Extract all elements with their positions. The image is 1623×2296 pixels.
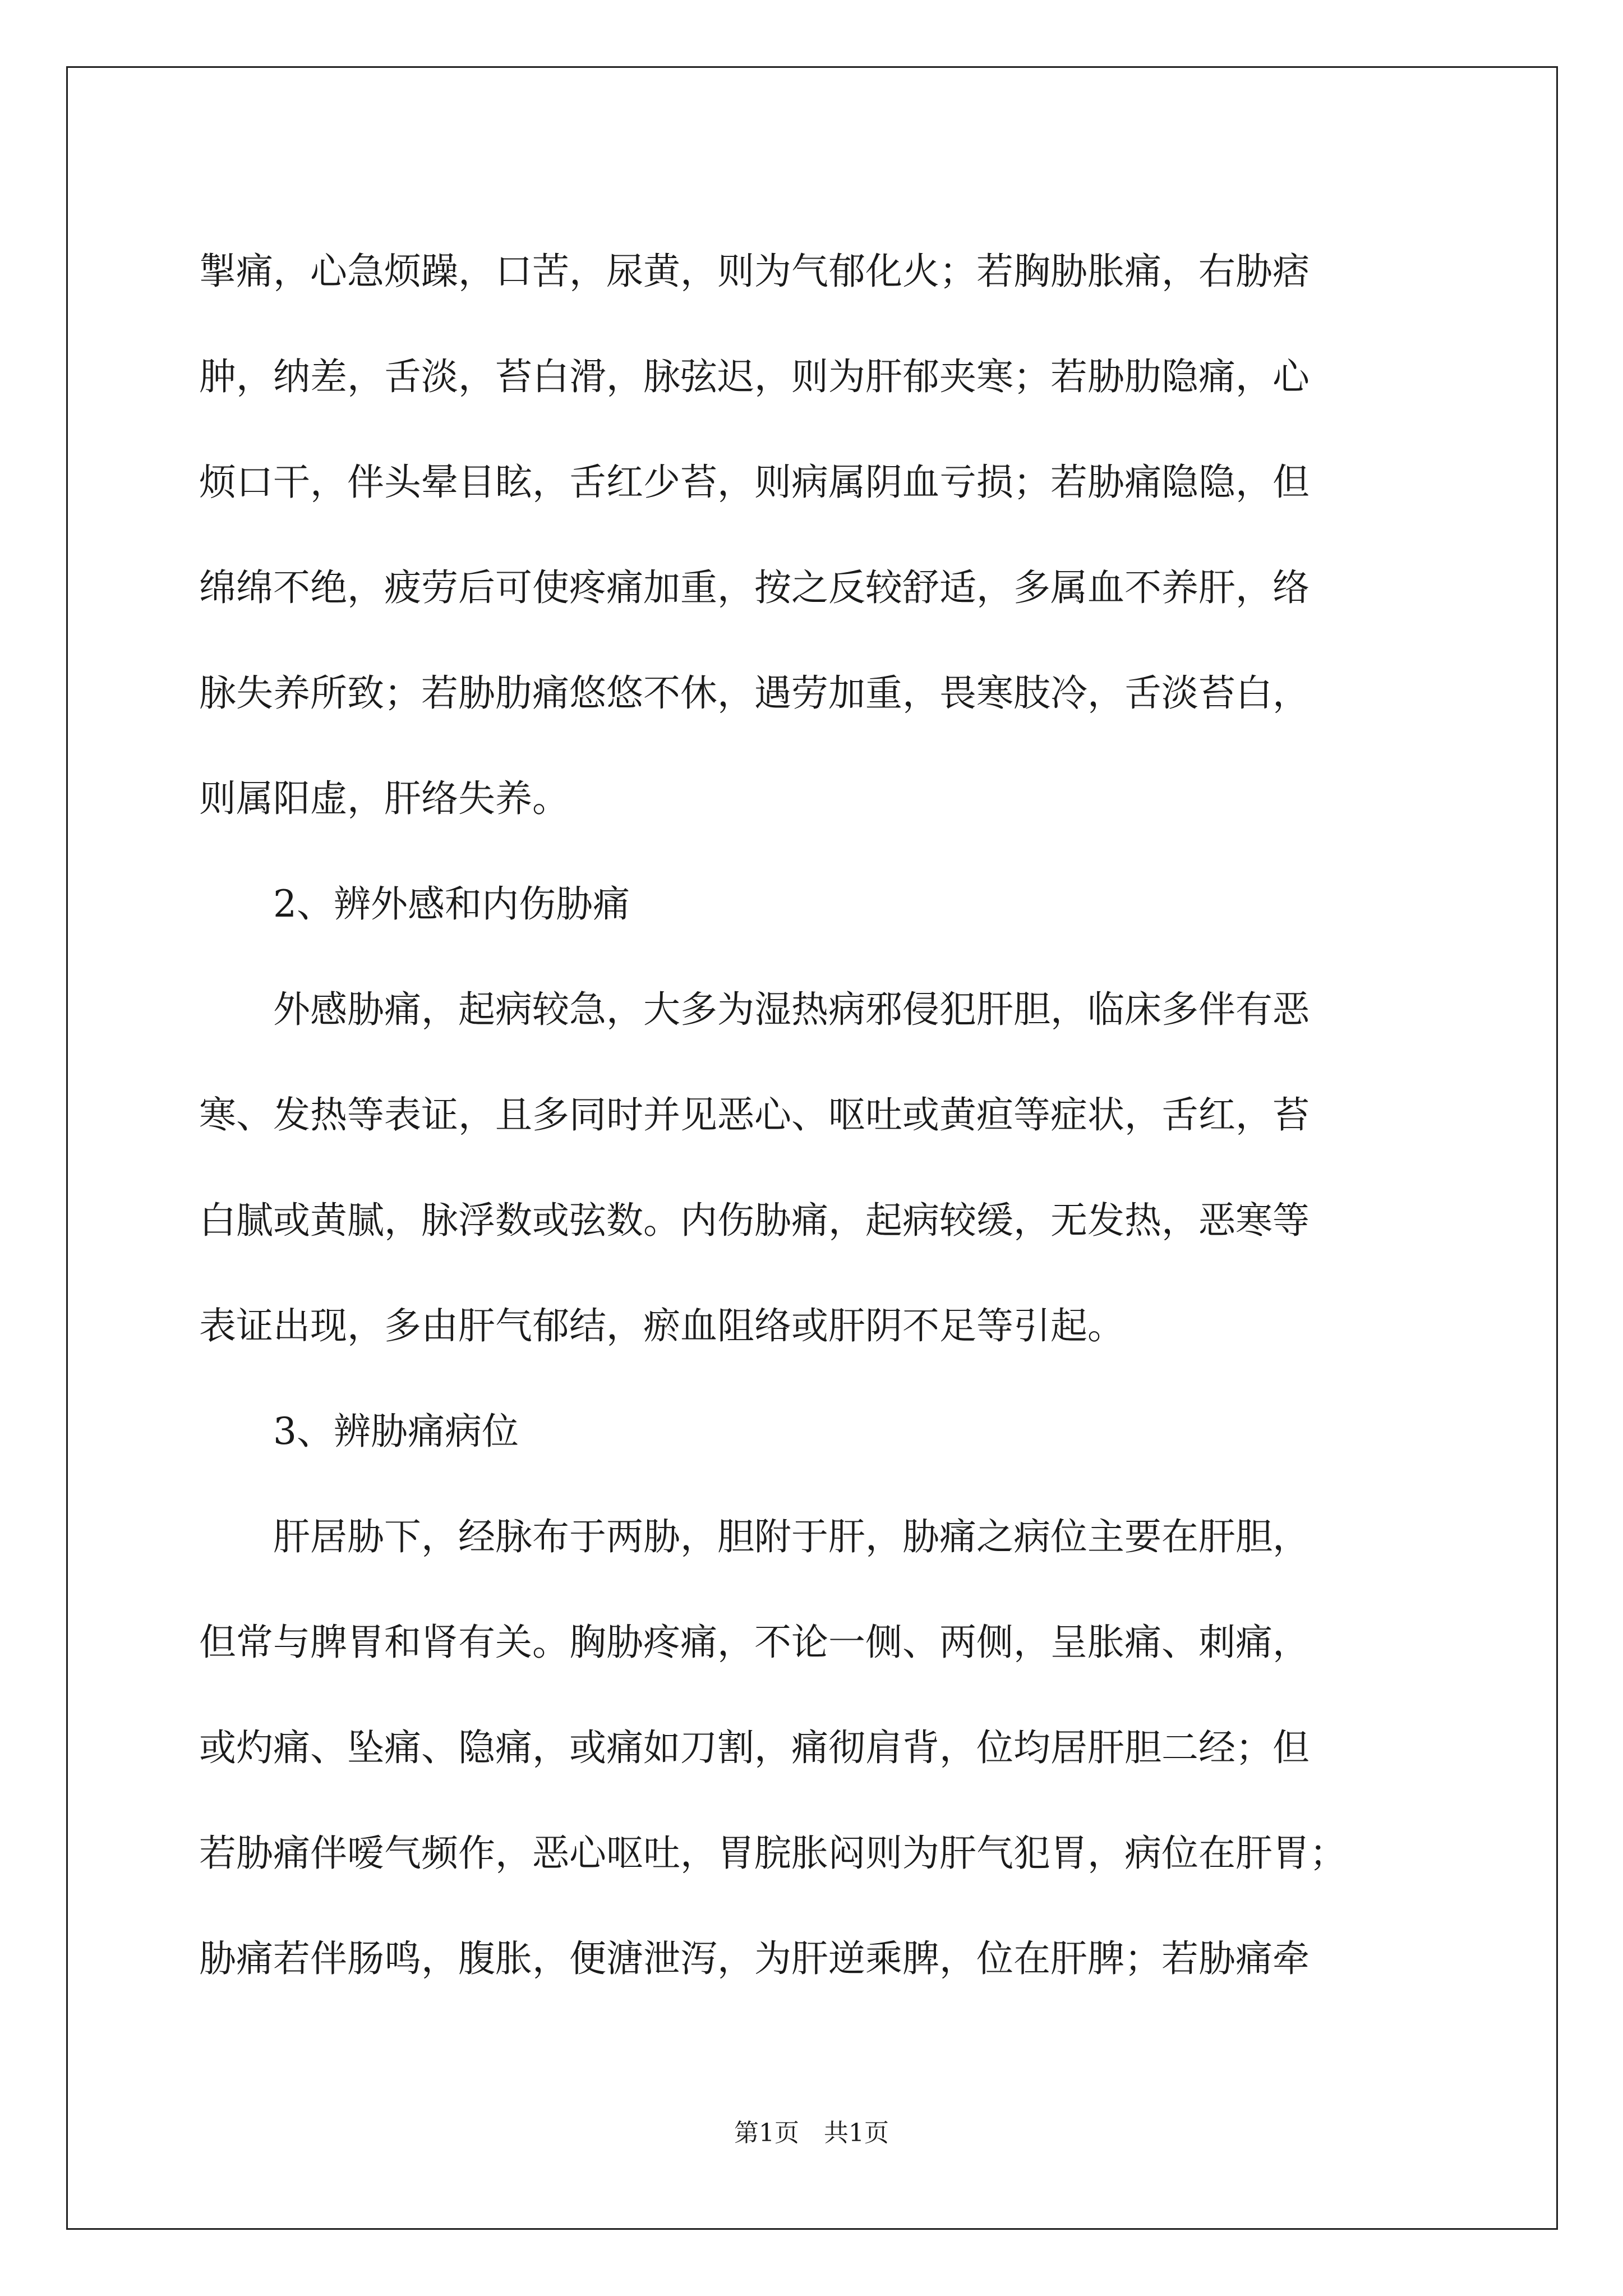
text-line: 脉失养所致；若胁肋痛悠悠不休，遇劳加重，畏寒肢冷，舌淡苔白， <box>199 671 1310 715</box>
section-heading: 3、辨胁痛病位 <box>273 1410 519 1453</box>
text-line: 白腻或黄腻，脉浮数或弦数。内伤胁痛，起病较缓，无发热，恶寒等 <box>199 1199 1310 1242</box>
text-line: 但常与脾胃和肾有关。胸胁疼痛，不论一侧、两侧，呈胀痛、刺痛， <box>199 1621 1310 1664</box>
text-line: 胁痛若伴肠鸣，腹胀，便溏泄泻，为肝逆乘脾，位在肝脾；若胁痛牵 <box>199 1937 1310 1980</box>
text-line: 烦口干，伴头晕目眩，舌红少苔，则病属阴血亏损；若胁痛隐隐，但 <box>199 461 1310 504</box>
text-line: 绵绵不绝，疲劳后可使疼痛加重，按之反较舒适，多属血不养肝，络 <box>199 566 1310 609</box>
document-body <box>199 219 1427 2012</box>
text-line: 掣痛，心急烦躁，口苦，尿黄，则为气郁化火；若胸胁胀痛，右胁痞 <box>199 250 1310 293</box>
section-heading: 2、辨外感和内伤胁痛 <box>273 882 630 926</box>
text-line: 表证出现，多由肝气郁结，瘀血阻络或肝阴不足等引起。 <box>199 1304 1124 1347</box>
text-line: 肝居胁下，经脉布于两胁，胆附于肝，胁痛之病位主要在肝胆， <box>273 1515 1310 1558</box>
text-line: 寒、发热等表证，且多同时并见恶心、呕吐或黄疸等症状，舌红，苔 <box>199 1093 1310 1137</box>
text-line: 肿，纳差，舌淡，苔白滑，脉弦迟，则为肝郁夹寒；若胁肋隐痛，心 <box>199 355 1310 398</box>
page-number-footer: 第1页 共1页 <box>734 2119 889 2147</box>
text-line: 则属阳虚，肝络失养。 <box>199 777 569 820</box>
text-line: 若胁痛伴嗳气频作，恶心呕吐，胃脘胀闷则为肝气犯胃，病位在肝胃； <box>199 1832 1347 1875</box>
text-line: 外感胁痛，起病较急，大多为湿热病邪侵犯肝胆，临床多伴有恶 <box>273 988 1310 1031</box>
text-line: 或灼痛、坠痛、隐痛，或痛如刀割，痛彻肩背，位均居肝胆二经；但 <box>199 1726 1310 1769</box>
